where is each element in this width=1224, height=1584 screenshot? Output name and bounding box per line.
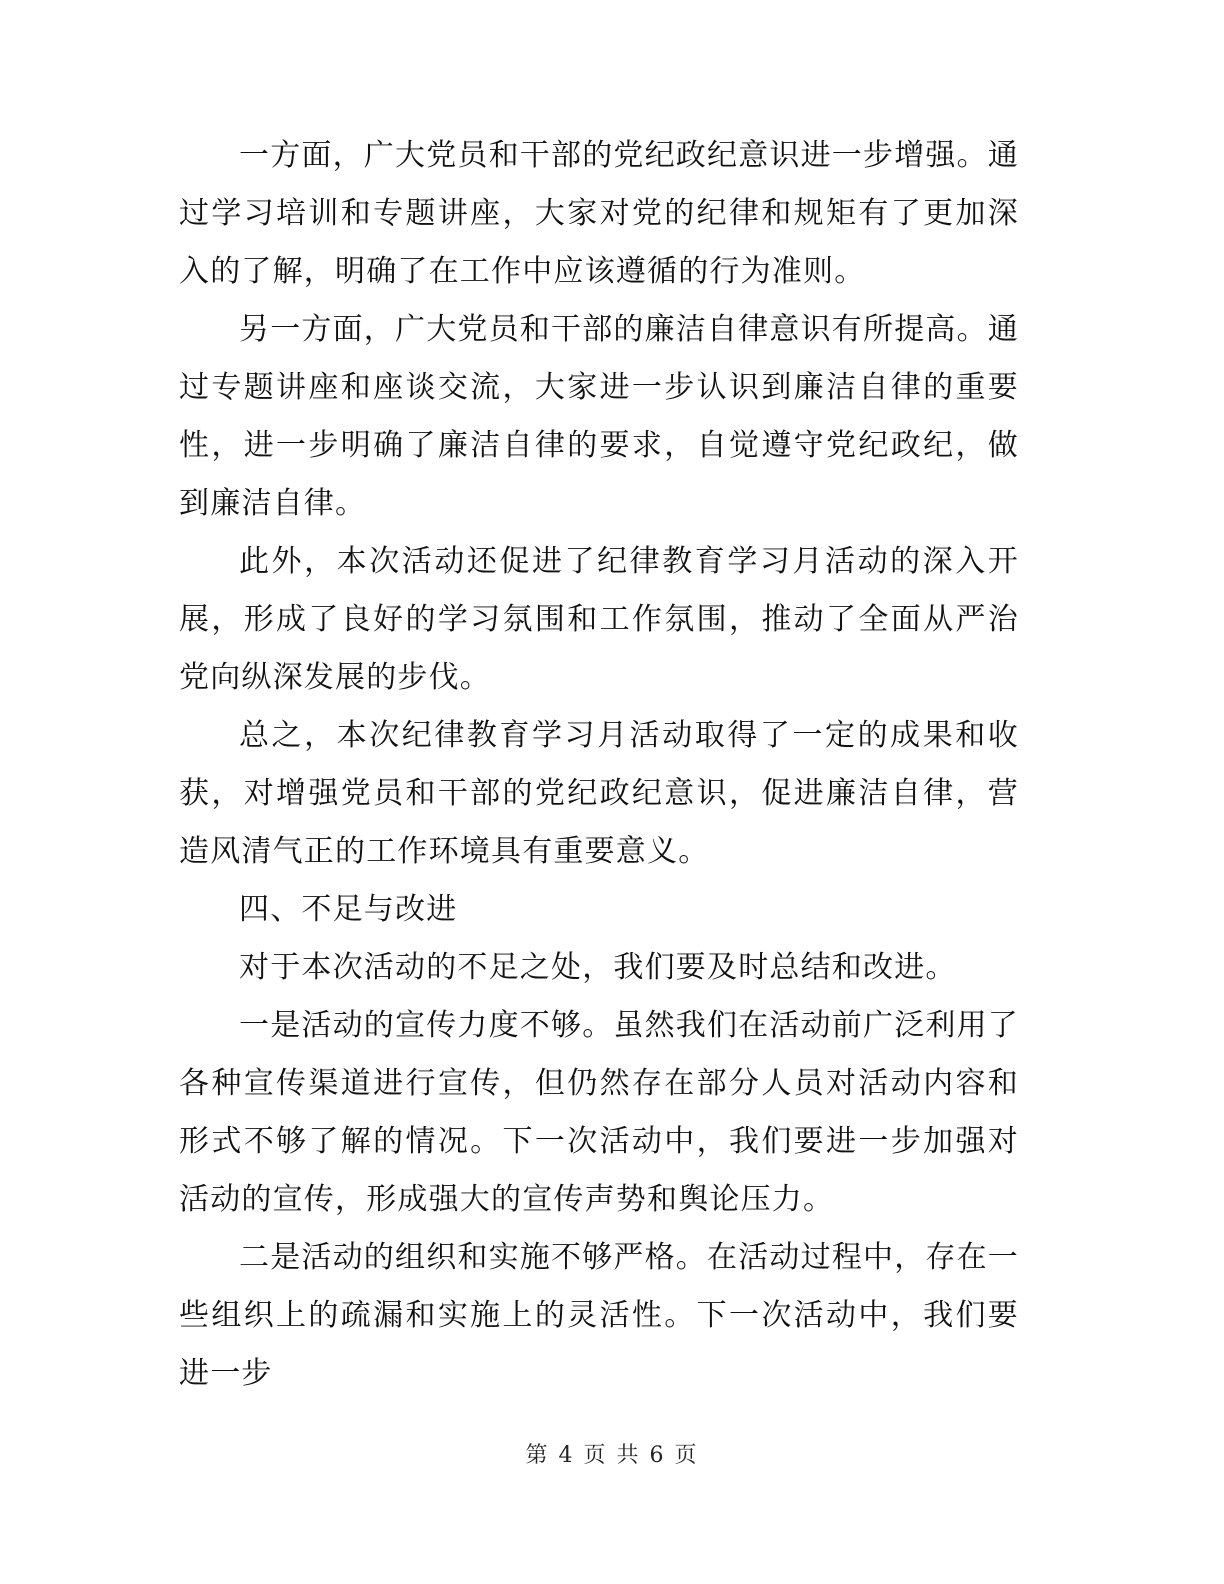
page-number-footer: 第 4 页 共 6 页 <box>525 1443 699 1468</box>
paragraph: 此外，本次活动还促进了纪律教育学习月活动的深入开展，形成了良好的学习氛围和工作氛围，推动了全面从严治党向纵深发展的步伐。 <box>179 544 1019 695</box>
paragraph: 二是活动的组织和实施不够严格。在活动过程中，存在一些组织上的疏漏和实施上的灵活性。下一次活动中，我们要进一步 <box>179 1240 1019 1391</box>
paragraph: 一是活动的宣传力度不够。虽然我们在活动前广泛利用了各种宣传渠道进行宣传，但仍然存在部分人员对活动内容和形式不够了解的情况。下一次活动中，我们要进一步加强对活动的宣传，形成强大的宣传声势和舆论压力。 <box>179 1008 1019 1217</box>
paragraph: 另一方面，广大党员和干部的廉洁自律意识有所提高。通过专题讲座和座谈交流，大家进一步认识到廉洁自律的重要性，进一步明确了廉洁自律的要求，自觉遵守党纪政纪，做到廉洁自律。 <box>179 312 1019 521</box>
section-heading: 四、不足与改进 <box>239 892 458 927</box>
paragraph: 对于本次活动的不足之处，我们要及时总结和改进。 <box>239 950 957 985</box>
paragraph: 总之，本次纪律教育学习月活动取得了一定的成果和收获，对增强党员和干部的党纪政纪意识，促进廉洁自律，营造风清气正的工作环境具有重要意义。 <box>179 718 1019 869</box>
paragraph: 一方面，广大党员和干部的党纪政纪意识进一步增强。通过学习培训和专题讲座，大家对党的纪律和规矩有了更加深入的了解，明确了在工作中应该遵循的行为准则。 <box>179 138 1019 289</box>
document-body <box>179 127 1019 1403</box>
